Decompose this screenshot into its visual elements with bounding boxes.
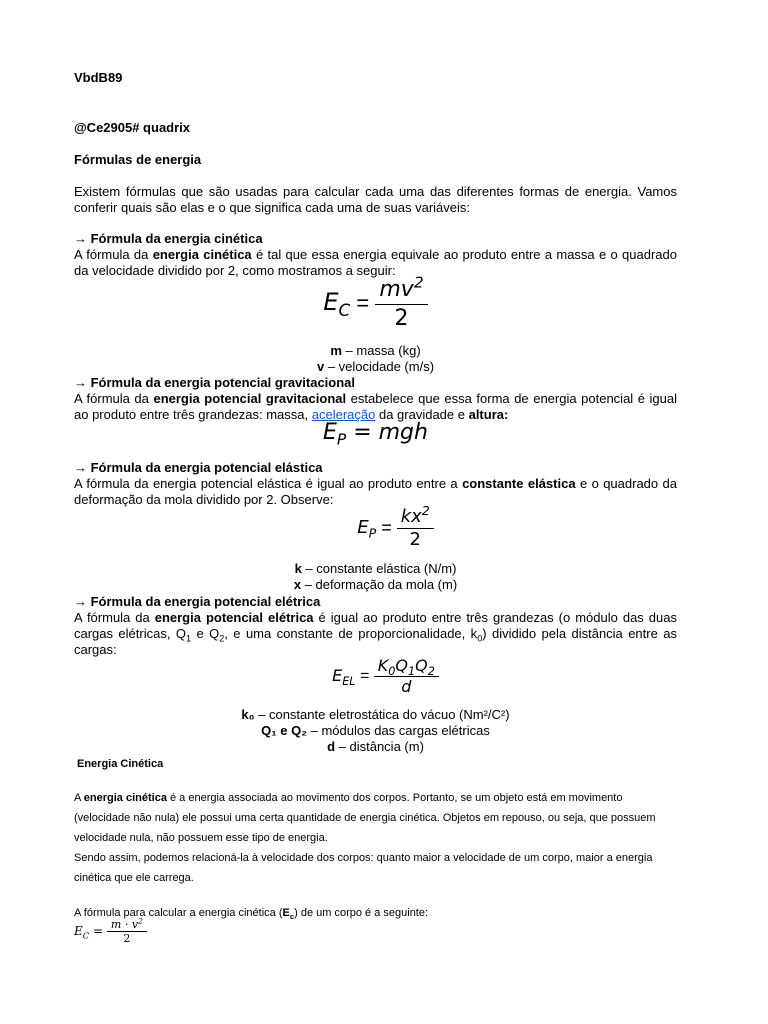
elastic-var-x: x – deformação da mola (m): [293, 577, 458, 592]
elastic-formula: $E_P$ = $\frac{kx^2}{2}$: [74, 506, 677, 551]
elastic-fraction: $\frac{kx^2}{2}$: [397, 506, 434, 551]
section2-paragraph-2: Sendo assim, podemos relacioná-la à velocidade dos corpos: quanto maior a velocidade de um corpo, maior a energia cinética que ele carrega.: [74, 852, 653, 884]
section2-fraction: $\frac{m \cdot v^2}{2}$: [107, 918, 147, 945]
electric-var-d: d – distância (m): [327, 739, 424, 754]
electric-var-k0: k₀ – constante eletrostática do vácuo (Nm²/C²): [241, 707, 510, 722]
kinetic-var-m: m – massa (kg): [330, 343, 421, 358]
section2-formula: $E_C$ = $\frac{m \cdot v^2}{2}$: [74, 918, 677, 945]
section2-paragraph-3: A fórmula para calcular a energia cinética $(E_c)$ de um corpo é a seguinte:: [74, 907, 429, 922]
section2-paragraph-1: A energia cinética é a energia associada ao movimento dos corpos. Portanto, se um objeto está em movimento (velocidade não nula) ele possui uma certa quantidade de energia cinética. Objetos em repouso, ou seja, que possuem velocidade nula, não possuem esse tipo de energia.: [74, 792, 656, 844]
doc-code: VbdB89: [74, 70, 123, 85]
kinetic-fraction: $\frac{mv^2}{2}$: [375, 276, 427, 333]
electric-formula: $E_{EL}$ = $\frac{K_0Q_1Q_2}{d}$: [74, 656, 677, 697]
kinetic-formula: $E_C$ = $\frac{mv^2}{2}$: [74, 276, 677, 333]
intro-paragraph: Existem fórmulas que são usadas para calcular cada uma das diferentes formas de energia. Vamos conferir quais são elas e o que significa cada uma de suas variáveis:: [74, 184, 677, 215]
kinetic-var-v: v – velocidade (m/s): [316, 359, 435, 374]
gravitational-heading: → Fórmula da energia potencial gravitacional: [74, 375, 356, 390]
electric-paragraph: A fórmula da energia potencial elétrica é igual ao produto entre três grandezas (o módulo das duas cargas elétricas, $Q_1$ e $Q_2$, e uma constante de proporcionalidade, $k_0$) dividido pela distância entre as cargas:: [74, 610, 677, 657]
doc-title: Fórmulas de energia: [74, 152, 202, 167]
elastic-var-k: k – constante elástica (N/m): [294, 561, 457, 576]
section2-heading: Energia Cinética: [77, 758, 164, 770]
kinetic-heading: → Fórmula da energia cinética: [74, 231, 263, 246]
elastic-paragraph: A fórmula da energia potencial elástica é igual ao produto entre a constante elástica e o quadrado da deformação da mola dividido por 2. Observe:: [74, 476, 677, 507]
electric-var-q: Q₁ e Q₂ – módulos das cargas elétricas: [261, 723, 490, 738]
electric-fraction: $\frac{K_0Q_1Q_2}{d}$: [374, 656, 439, 697]
elastic-heading: → Fórmula da energia potencial elástica: [74, 460, 323, 475]
acceleration-link[interactable]: aceleração: [311, 407, 376, 422]
gravitational-formula: $E_P$ = mgh: [323, 420, 428, 449]
kinetic-paragraph: A fórmula da energia cinética é tal que essa energia equivale ao produto entre a massa e o quadrado da velocidade dividido por 2, como mostramos a seguir:: [74, 247, 677, 278]
electric-heading: → Fórmula da energia potencial elétrica: [74, 594, 321, 609]
doc-tag: @Ce2905# quadrix: [74, 120, 191, 135]
gravitational-paragraph: A fórmula da energia potencial gravitacional estabelece que essa forma de energia potencial é igual ao produto entre três grandezas: massa, aceleração da gravidade e altura:: [74, 391, 678, 422]
